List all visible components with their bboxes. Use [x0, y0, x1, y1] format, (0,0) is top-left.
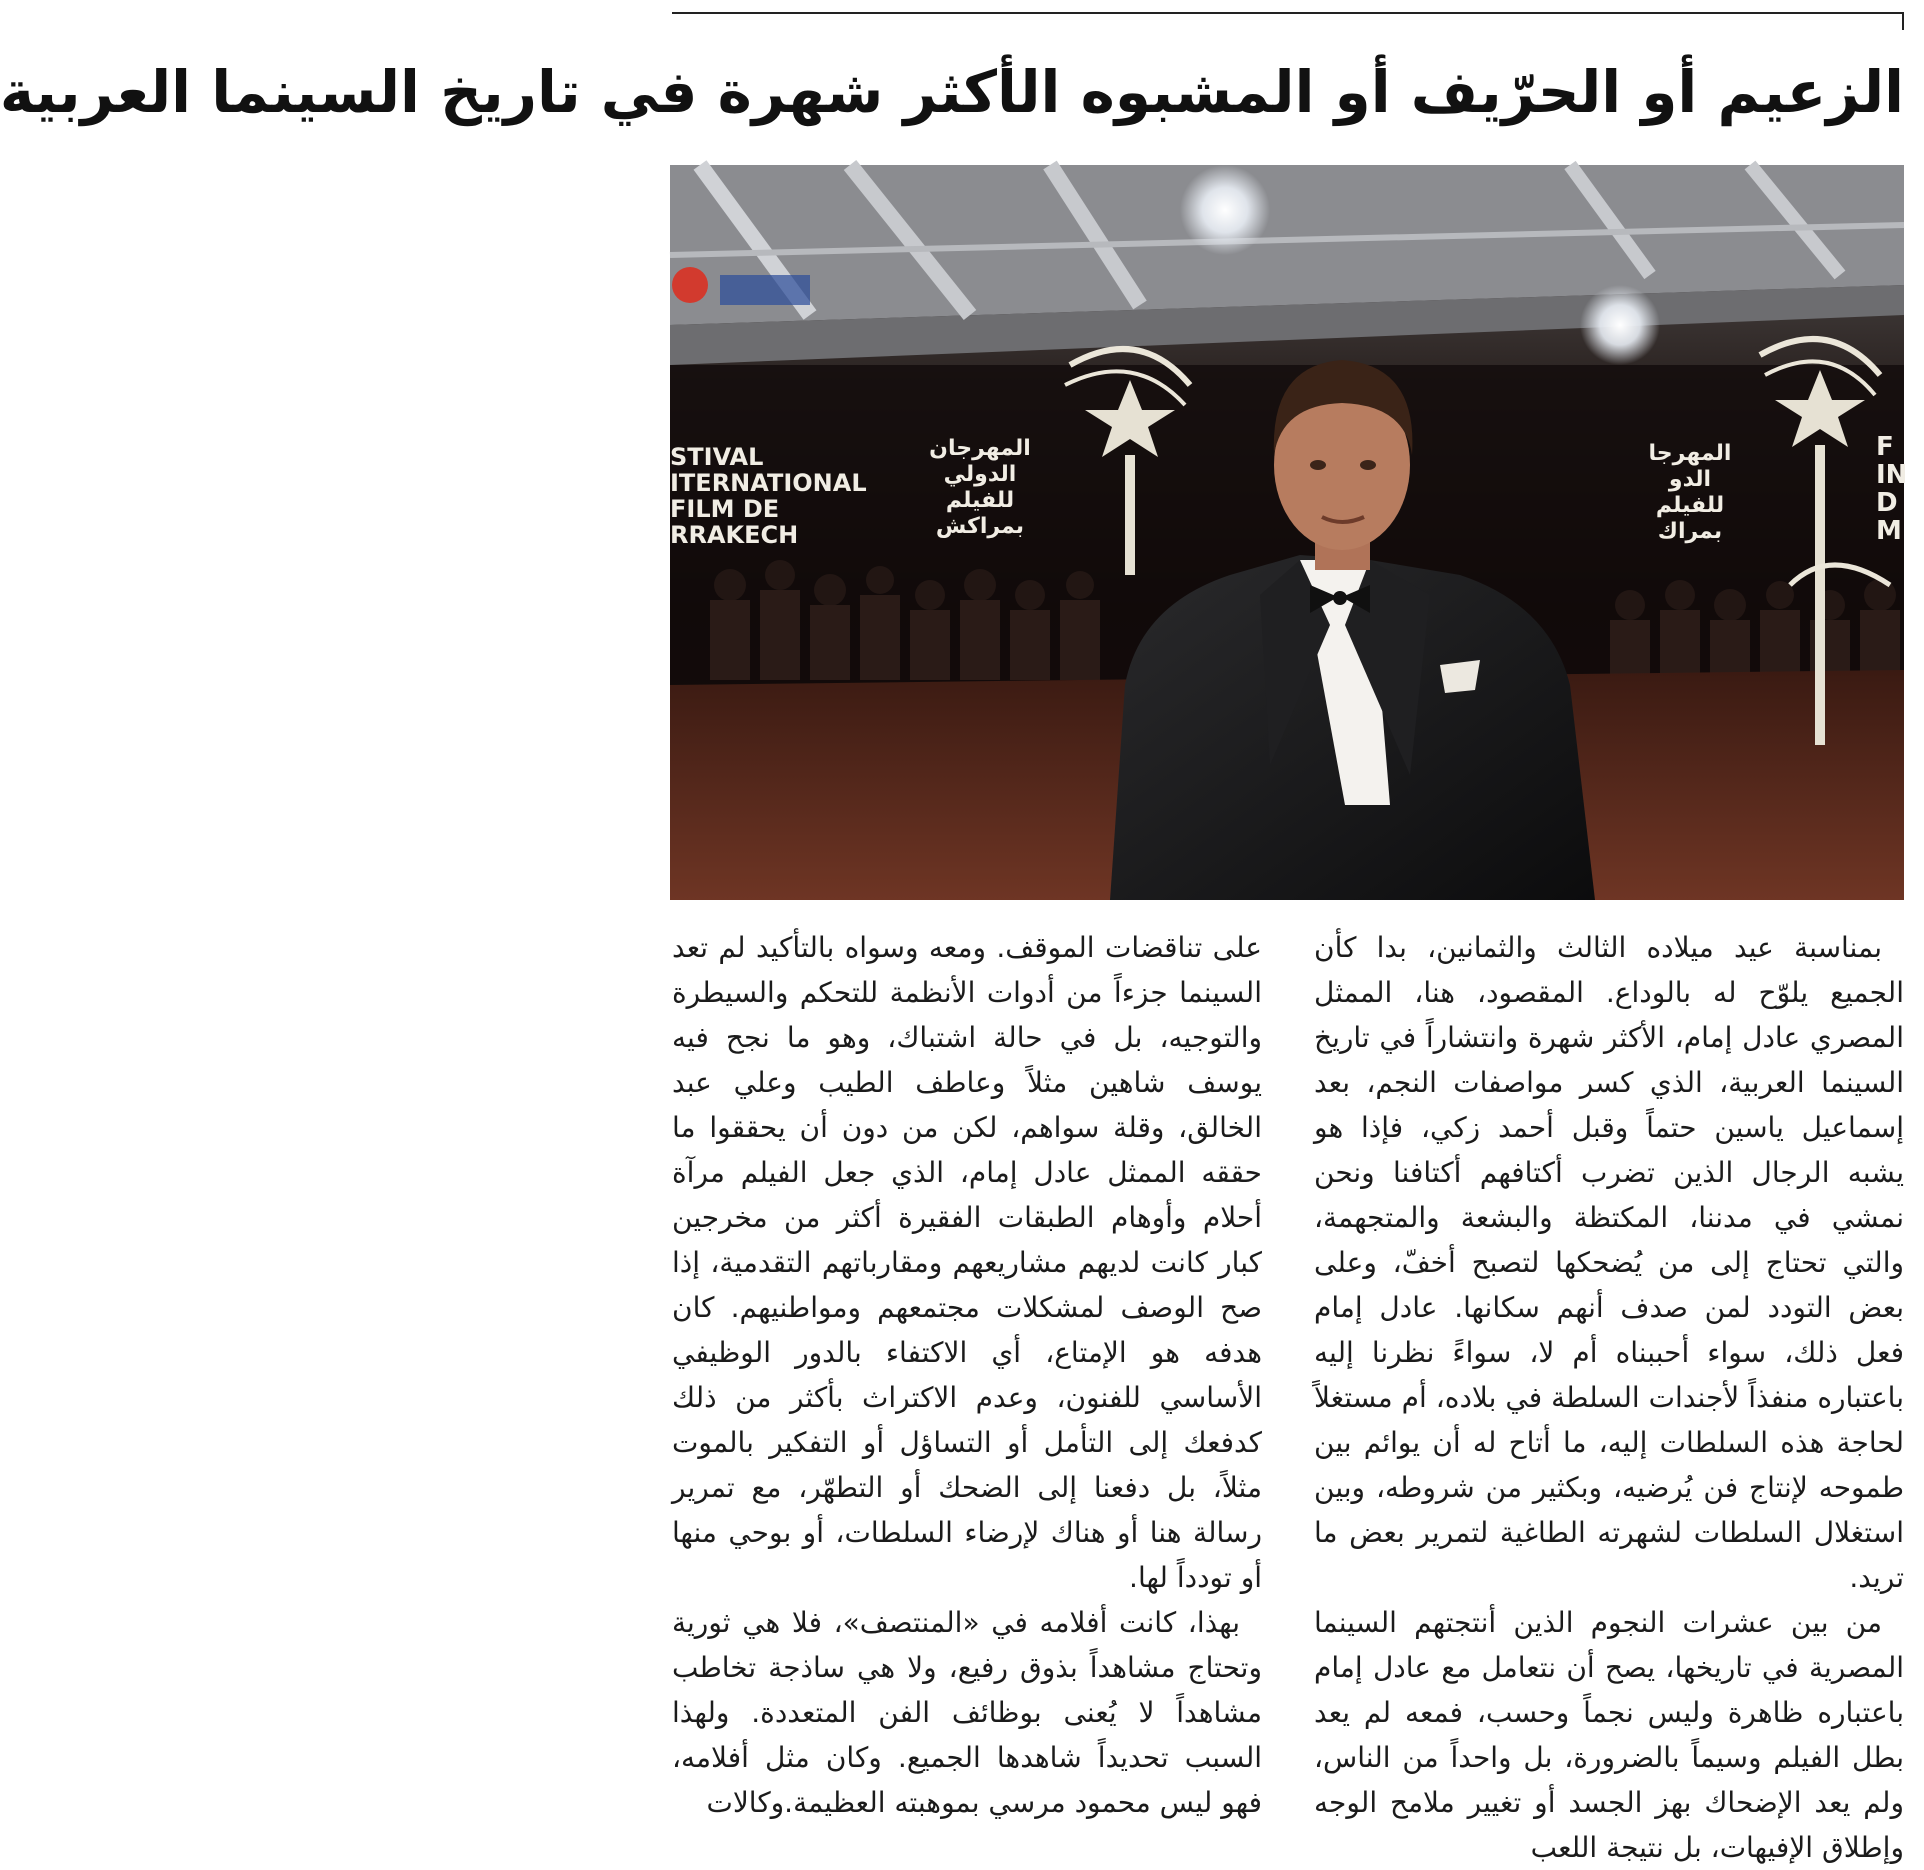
sign-text: M — [1876, 516, 1902, 546]
sign-text: RRAKECH — [670, 521, 799, 549]
article-paragraph: من بين عشرات النجوم الذين أنتجتهم السينما المصرية في تاريخها، يصح أن نتعامل مع عادل إمام باعتباره ظاهرة وليس نجماً وحسب، فمعه لم يعد بطل الفيلم وسيماً بالضرورة، بل واحداً من الناس، ولم يعد الإضحاك بهز الجسد أو تغيير ملامح الوجه وإطلاق الإفيهات، بل نتيجة اللعب — [1314, 1606, 1904, 1864]
top-rule-tick — [1902, 12, 1904, 30]
article-column-right — [1314, 925, 1904, 1864]
sign-text: الدولي — [943, 462, 1017, 487]
sign-text: بمراك — [1657, 519, 1723, 544]
sign-text: المهرجان — [929, 436, 1031, 461]
sign-text: IN — [1876, 460, 1908, 490]
sign-text: للفيلم — [1655, 493, 1725, 518]
sign-text: F — [1876, 432, 1894, 462]
sign-text: المهرجا — [1648, 441, 1732, 466]
article-body — [672, 925, 1904, 1864]
sign-text: للفيلم — [945, 488, 1015, 513]
sign-text: D — [1876, 488, 1898, 518]
article-column-left — [672, 925, 1262, 1830]
festival-sign-right-ar — [1649, 441, 1732, 544]
article-paragraph: بهذا، كانت أفلامه في «المنتصف»، فلا هي ثورية وتحتاج مشاهداً بذوق رفيع، ولا هي ساذجة تخاطب مشاهداً لا يُعنى بوظائف الفن المتعددة. ولهذا السبب تحديداً شاهدها الجميع. وكان مثل أفلامه، فهو ليس محمود مرسي بموهبته العظيمة.وكالات — [672, 1606, 1262, 1819]
photo-illustration — [670, 165, 1908, 900]
sign-text: STIVAL — [670, 443, 764, 471]
sign-text: الدو — [1668, 467, 1712, 492]
sign-text: بمراكش — [935, 514, 1025, 539]
top-rule — [672, 12, 1904, 14]
article-paragraph: بمناسبة عيد ميلاده الثالث والثمانين، بدا كأن الجميع يلوّح له بالوداع. المقصود، هنا، الممثل المصري عادل إمام، الأكثر شهرة وانتشاراً في تاريخ السينما العربية، الذي كسر مواصفات النجم، بعد إسماعيل ياسين حتماً وقبل أحمد زكي، فإذا هو يشبه الرجال الذين تضرب أكتافهم أكتافنا ونحن نمشي في مدننا، المكتظة والبشعة والمتجهمة، والتي تحتاج إلى من يُضحكها لتصبح أخفّ، وعلى بعض التودد لمن صدف أنهم سكانها. عادل إمام فعل ذلك، سواء أحببناه أم لا، سواءً نظرنا إليه باعتباره منفذاً لأجندات السلطة في بلاده، أم مستغلاً لحاجة هذه السلطات إليه، ما أتاح له أن يوائم بين طموحه لإنتاج فن يُرضيه، وبكثير من شروطه، وبين استغلال السلطات لشهرته الطاغية لتمرير بعض ما تريد. — [1314, 931, 1904, 1594]
article-headline: الزعيم أو الحرّيف أو المشبوه الأكثر شهرة في تاريخ السينما العربية — [0, 58, 1904, 126]
article-paragraph: على تناقضات الموقف. ومعه وسواه بالتأكيد لم تعد السينما جزءاً من أدوات الأنظمة للتحكم والسيطرة والتوجيه، بل في حالة اشتباك، وهو ما نجح فيه يوسف شاهين مثلاً وعاطف الطيب وعلي عبد الخالق، وقلة سواهم، لكن من دون أن يحققوا ما حققه الممثل عادل إمام، الذي جعل الفيلم مرآة أحلام وأوهام الطبقات الفقيرة أكثر من مخرجين كبار كانت لديهم مشاريعهم ومقارباتهم التقدمية، إذا صح الوصف لمشكلات مجتمعهم ومواطنيهم. كان هدفه هو الإمتاع، أي الاكتفاء بالدور الوظيفي الأساسي للفنون، وعدم الاكتراث بأكثر من ذلك كدفعك إلى التأمل أو التساؤل أو التفكير بالموت مثلاً، بل دفعنا إلى الضحك أو التطهّر، مع تمرير رسالة هنا أو هناك لإرضاء السلطات، أو بوحي منها أو تودداً لها. — [672, 931, 1262, 1594]
sign-text: FILM DE — [670, 495, 780, 523]
article-photo — [670, 165, 1908, 900]
sign-text: ITERNATIONAL — [670, 469, 867, 497]
